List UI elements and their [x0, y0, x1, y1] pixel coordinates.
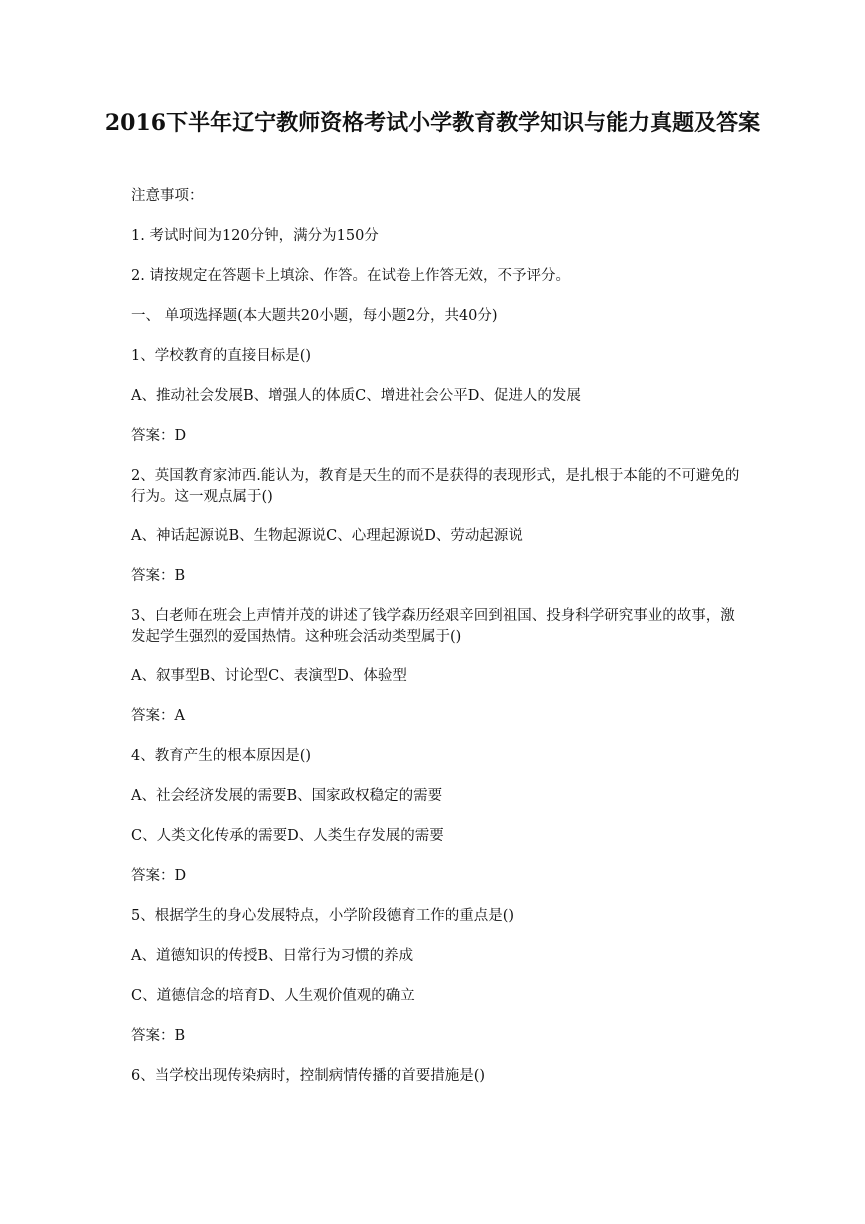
question-answer: 答案：D: [131, 868, 187, 884]
question-stem: 4、教育产生的根本原因是(): [131, 748, 312, 764]
question-options: A、叙事型B、讨论型C、表演型D、体验型: [131, 668, 407, 684]
question-stem: 6、当学校出现传染病时，控制病情传播的首要措施是(): [131, 1068, 486, 1084]
question-options: A、社会经济发展的需要B、国家政权稳定的需要: [131, 788, 443, 804]
question-answer: 答案：B: [131, 568, 186, 584]
question-options: C、人类文化传承的需要D、人类生存发展的需要: [131, 828, 444, 844]
document-title: 2016下半年辽宁教师资格考试小学教育教学知识与能力真题及答案: [104, 110, 761, 136]
question-stem: 3、白老师在班会上声情并茂的讲述了钱学森历经艰辛回到祖国、投身科学研究事业的故事，激发起学生强烈的爱国热情。这种班会活动类型属于(): [131, 608, 735, 645]
notice-item: 2. 请按规定在答题卡上填涂、作答。在试卷上作答无效，不予评分。: [131, 268, 570, 284]
question-answer: 答案：B: [131, 1028, 186, 1044]
section-heading: 一、 单项选择题(本大题共20小题，每小题2分，共40分): [131, 308, 498, 324]
question-options: A、推动社会发展B、增强人的体质C、增进社会公平D、促进人的发展: [131, 388, 581, 404]
question-stem: 2、英国教育家沛西.能认为，教育是天生的而不是获得的表现形式，是扎根于本能的不可避免的行为。这一观点属于(): [131, 468, 740, 505]
question-answer: 答案：A: [131, 708, 185, 724]
notice-item: 1. 考试时间为120分钟，满分为150分: [131, 228, 379, 244]
notice-heading: 注意事项：: [131, 188, 204, 204]
question-stem: 1、学校教育的直接目标是(): [131, 348, 312, 364]
question-options: C、道德信念的培育D、人生观价值观的确立: [131, 988, 415, 1004]
question-stem: 5、根据学生的身心发展特点，小学阶段德育工作的重点是(): [131, 908, 515, 924]
question-options: A、神话起源说B、生物起源说C、心理起源说D、劳动起源说: [131, 528, 523, 544]
question-answer: 答案：D: [131, 428, 187, 444]
question-options: A、道德知识的传授B、日常行为习惯的养成: [131, 948, 414, 964]
